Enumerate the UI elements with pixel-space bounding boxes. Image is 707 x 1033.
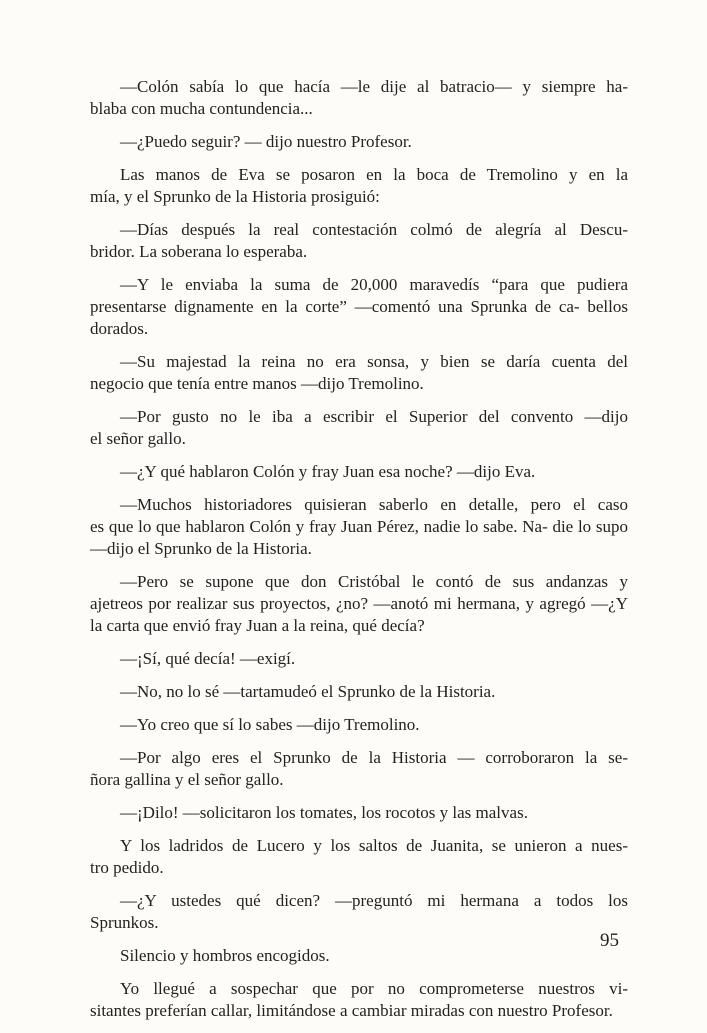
paragraph: [90, 978, 628, 1022]
paragraph-continuation: Sprunkos.: [90, 913, 159, 932]
paragraph-first-line: —Días después la real contestación colmó de alegría al Descu-: [120, 220, 628, 239]
paragraph-first-line: —Y le enviaba la suma de 20,000 maravedís “para que pudiera: [120, 275, 628, 294]
paragraph-first-line: —¡Dilo! —solicitaron los tomates, los rocotos y las malvas.: [120, 803, 528, 822]
paragraph: [90, 802, 628, 824]
paragraph-first-line: —Yo creo que sí lo sabes —dijo Tremolino.: [120, 715, 420, 734]
paragraph: [90, 131, 628, 153]
paragraph: [90, 681, 628, 703]
paragraph-continuation: es que lo que hablaron Colón y fray Juan Pérez, nadie lo sabe. Na- die lo supo —dijo el Sprunko de la Historia.: [90, 517, 628, 558]
paragraph: [90, 274, 628, 340]
page-number: 95: [600, 930, 619, 951]
paragraph: [90, 164, 628, 208]
paragraph-continuation: negocio que tenía entre manos —dijo Tremolino.: [90, 374, 424, 393]
paragraph-continuation: sitantes preferían callar, limitándose a cambiar miradas con nuestro Profesor.: [90, 1001, 613, 1020]
paragraph-first-line: Y los ladridos de Lucero y los saltos de Juanita, se unieron a nues-: [120, 836, 628, 855]
paragraph: [90, 571, 628, 637]
paragraph-first-line: —Muchos historiadores quisieran saberlo en detalle, pero el caso: [120, 495, 628, 514]
paragraph-first-line: —¡Sí, qué decía! —exigí.: [120, 649, 296, 668]
paragraph-continuation: tro pedido.: [90, 858, 164, 877]
paragraph: [90, 494, 628, 560]
paragraph: [90, 648, 628, 670]
paragraph: [90, 945, 628, 967]
paragraph-continuation: ajetreos por realizar sus proyectos, ¿no? —anotó mi hermana, y agregó —¿Y la carta que envió fray Juan a la reina, qué decía?: [90, 594, 628, 635]
paragraph: [90, 219, 628, 263]
paragraph-first-line: —Por gusto no le iba a escribir el Superior del convento —dijo: [120, 407, 628, 426]
paragraph: [90, 351, 628, 395]
page-body: [90, 76, 628, 1033]
paragraph-continuation: blaba con mucha contundencia...: [90, 99, 313, 118]
paragraph-first-line: Silencio y hombros encogidos.: [120, 946, 330, 965]
paragraph: [90, 714, 628, 736]
paragraph-first-line: —¿Y ustedes qué dicen? —preguntó mi hermana a todos los: [120, 891, 628, 910]
paragraph-first-line: —Por algo eres el Sprunko de la Historia — corroboraron la se-: [120, 748, 628, 767]
paragraph: [90, 461, 628, 483]
paragraph-first-line: —Su majestad la reina no era sonsa, y bien se daría cuenta del: [120, 352, 628, 371]
paragraph-continuation: ñora gallina y el señor gallo.: [90, 770, 284, 789]
paragraph-continuation: bridor. La soberana lo esperaba.: [90, 242, 308, 261]
paragraph: [90, 890, 628, 934]
paragraph-first-line: —¿Y qué hablaron Colón y fray Juan esa noche? —dijo Eva.: [120, 462, 536, 481]
paragraph: [90, 747, 628, 791]
paragraph: [90, 835, 628, 879]
paragraph-continuation: presentarse dignamente en la corte” —comentó una Sprunka de ca- bellos dorados.: [90, 297, 628, 338]
paragraph-continuation: mía, y el Sprunko de la Historia prosiguió:: [90, 187, 380, 206]
paragraph-first-line: —No, no lo sé —tartamudeó el Sprunko de la Historia.: [120, 682, 496, 701]
paragraph-first-line: —Colón sabía lo que hacía —le dije al batracio— y siempre ha-: [120, 77, 628, 96]
paragraph: [90, 406, 628, 450]
paragraph-first-line: —¿Puedo seguir? — dijo nuestro Profesor.: [120, 132, 412, 151]
paragraph-continuation: el señor gallo.: [90, 429, 186, 448]
paragraph-first-line: Yo llegué a sospechar que por no comprometerse nuestros vi-: [120, 979, 628, 998]
paragraph-first-line: —Pero se supone que don Cristóbal le contó de sus andanzas y: [120, 572, 628, 591]
paragraph: [90, 76, 628, 120]
paragraph-first-line: Las manos de Eva se posaron en la boca de Tremolino y en la: [120, 165, 628, 184]
